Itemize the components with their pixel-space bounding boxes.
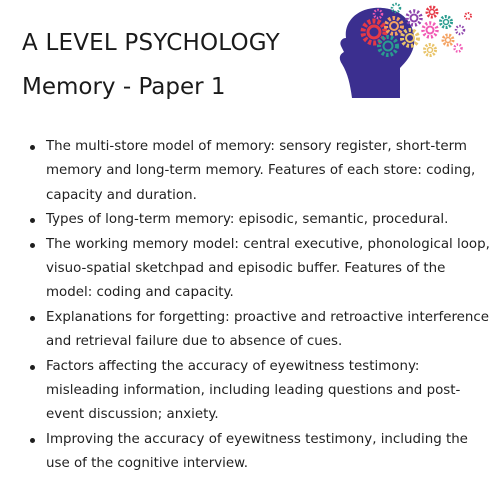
bullet-icon — [30, 218, 35, 223]
list-item-text: Factors affecting the accuracy of eyewitness testimony: misleading information, including leading questions and post-event discussion; anxiety. — [46, 358, 461, 423]
head-with-gears-icon — [334, 2, 474, 106]
topic-list — [20, 135, 492, 477]
page-title: A LEVEL PSYCHOLOGY — [22, 30, 280, 56]
list-item-text: Types of long-term memory: episodic, semantic, procedural. — [46, 212, 449, 228]
list-item-text: The working memory model: central executive, phonological loop, visuo-spatial sketchpad and episodic buffer. Features of the model: coding and capacity. — [46, 236, 490, 301]
head-silhouette — [340, 8, 414, 98]
bullet-icon — [30, 438, 35, 443]
bullet-icon — [30, 145, 35, 150]
list-item — [20, 233, 492, 306]
bullet-icon — [30, 365, 35, 370]
list-item-text: Improving the accuracy of eyewitness testimony, including the use of the cognitive interview. — [46, 431, 468, 472]
list-item — [20, 428, 492, 477]
bullet-icon — [30, 243, 35, 248]
list-item — [20, 355, 492, 428]
list-item — [20, 306, 492, 355]
list-item-text: The multi-store model of memory: sensory register, short-term memory and long-term memory. Features of each store: coding, capacity and duration. — [46, 139, 476, 203]
list-item-text: Explanations for forgetting: proactive and retroactive interference and retrieval failure due to absence of cues. — [46, 309, 490, 350]
list-item — [20, 135, 492, 208]
list-item — [20, 208, 492, 232]
bullet-icon — [30, 316, 35, 321]
page-subtitle: Memory - Paper 1 — [22, 74, 226, 100]
